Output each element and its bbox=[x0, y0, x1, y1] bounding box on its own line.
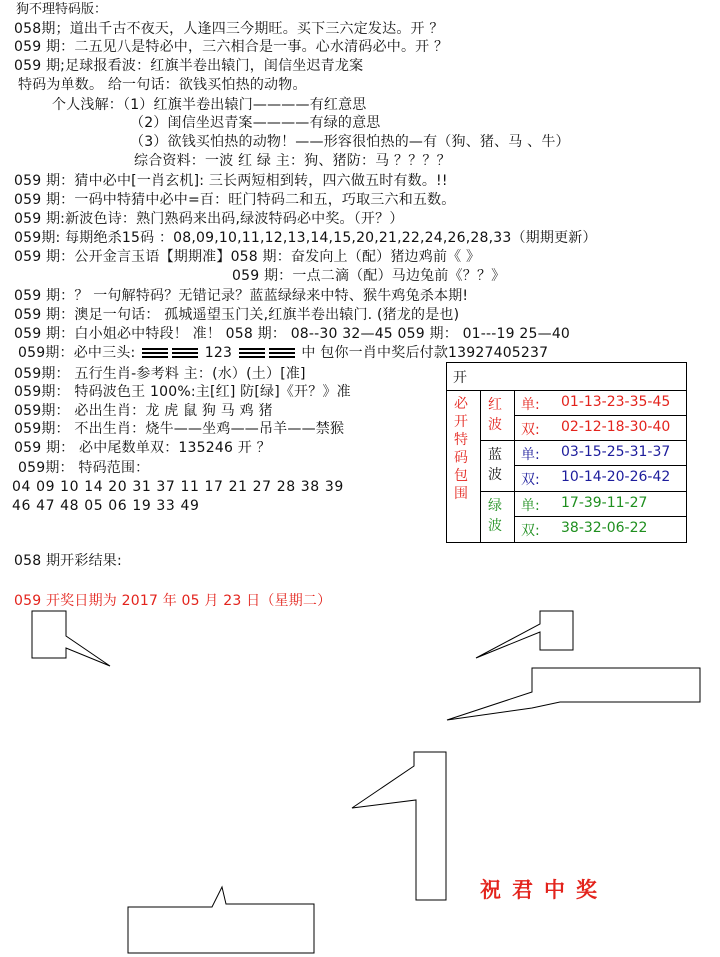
line-one-code: 059 期：一码中特猜中必中=百：旺门特码二和五，巧取三六和五数。 bbox=[14, 192, 456, 208]
line-interpretation-1: 个人浅解：（1）红旗半卷出辕门————有红意思 bbox=[52, 97, 367, 113]
line-one-zodiac: 059 期：猜中必中[一肖玄机]: 三长两短相到转，四六做五时有数。!! bbox=[14, 173, 448, 189]
draw-date: 059 开奖日期为 2017 年 05 月 23 日（星期二） bbox=[14, 593, 332, 609]
number-one-shape bbox=[352, 752, 446, 900]
blue-wave-label: 蓝波 bbox=[488, 447, 502, 483]
line-must-zodiac: 059期： 必出生肖：龙 虎 鼠 狗 马 鸡 猪 bbox=[14, 403, 273, 419]
line-range-1: 04 09 10 14 20 31 37 11 17 21 27 28 38 39 bbox=[12, 479, 344, 495]
line-tail-numbers: 059 期： 必中尾数单双：135246 开 ？ bbox=[14, 440, 271, 456]
table-header: 开 bbox=[447, 363, 686, 391]
line-wave-king: 059期： 特码波色王 100%:主[红] 防[绿]《开？》准 bbox=[14, 384, 351, 400]
line-wave-poem: 059 期:新波色诗：熟门熟码来出码,绿波特码必中奖。（开？） bbox=[14, 211, 404, 227]
line-range-2: 46 47 48 05 06 19 33 49 bbox=[12, 498, 200, 514]
page-title: 狗不理特码版： bbox=[16, 2, 108, 17]
line-range-label: 059期： 特码范围： bbox=[18, 460, 150, 476]
red-wave-label: 红波 bbox=[488, 397, 502, 433]
line-macau-phrase: 059 期：澳足一句话： 孤城遥望玉门关,红旗半卷出辕门. (猪龙的是也) bbox=[14, 307, 460, 323]
line-interpretation-2: （2）闺信坐迟青案————有绿的意思 bbox=[130, 115, 381, 131]
line-kill-15: 059期: 每期绝杀15码 ：08,09,10,11,12,13,14,15,20,21,22,24,26,28,33（期期更新） bbox=[14, 230, 597, 246]
three-heads-note: 中 包你一肖中奖后付款13927405237 bbox=[301, 345, 549, 361]
table-row: 双: 02-12-18-30-40 bbox=[521, 419, 671, 438]
callout-box-left bbox=[32, 611, 110, 666]
line-golden-words-059: 059 期：一点二滴（配）马边兔前《？？》 bbox=[232, 268, 506, 284]
line-football-report: 059 期;足球报看波：红旗半卷出辕门，闺信坐迟青龙案 bbox=[14, 58, 364, 74]
bottom-box bbox=[128, 887, 314, 953]
table-row: 双: 38-32-06-22 bbox=[521, 520, 648, 539]
line-no-zodiac: 059期： 不出生肖：烧牛——坐鸡——吊羊——禁猴 bbox=[14, 421, 345, 437]
line-odd-hint: 特码为单数。 给一句话：欲钱买怕热的动物。 bbox=[18, 77, 307, 93]
callout-box-top-right bbox=[476, 611, 573, 658]
line-058-prophecy: 058期；道出千古不夜天，人逢四三今期旺。买下三六定发达。开 ？ bbox=[14, 21, 444, 37]
line-riddle: 059 期：？ 一句解特码？无错记录？蓝蓝绿绿来中特、猴牛鸡兔杀本期! bbox=[14, 288, 469, 304]
previous-result-label: 058 期开彩结果: bbox=[14, 553, 122, 569]
line-059-prophecy: 059 期：二五见八是特必中，三六相合是一事。心水清码必中。开 ？ bbox=[14, 39, 449, 55]
three-heads-label: 059期：必中三头: bbox=[18, 345, 136, 361]
table-row: 单: 17-39-11-27 bbox=[515, 492, 686, 517]
table-row: 单: 03-15-25-31-37 bbox=[515, 441, 686, 466]
line-golden-words: 059 期：公开金言玉语【期期准】058 期：奋发向上（配）猪边鸡前《 》 bbox=[14, 249, 481, 265]
line-summary: 综合资料：一波 红 绿 主：狗、猪防：马 ？？？？ bbox=[134, 153, 451, 169]
green-wave-label: 绿波 bbox=[488, 498, 502, 534]
table-row: 单: 01-13-23-35-45 bbox=[515, 391, 686, 416]
table-row: 双: 10-14-20-26-42 bbox=[521, 469, 671, 488]
good-luck-text: 祝君中奖 bbox=[480, 877, 608, 902]
table-side-label: 必开特码包围 bbox=[447, 391, 481, 542]
callout-box-mid-right bbox=[447, 668, 700, 720]
line-segment: 059 期：白小姐必中特段！ 准！ 058 期： 08--30 32—45 059 期： 01---19 25—40 bbox=[14, 326, 571, 342]
line-interpretation-3: （3）欲钱买怕热的动物！——形容很怕热的—有（狗、猪、马 、牛） bbox=[130, 134, 570, 150]
line-five-elements: 059期： 五行生肖-参考料 主：(水）(土）[准] bbox=[14, 366, 306, 382]
three-heads-value: 123 bbox=[204, 345, 233, 361]
